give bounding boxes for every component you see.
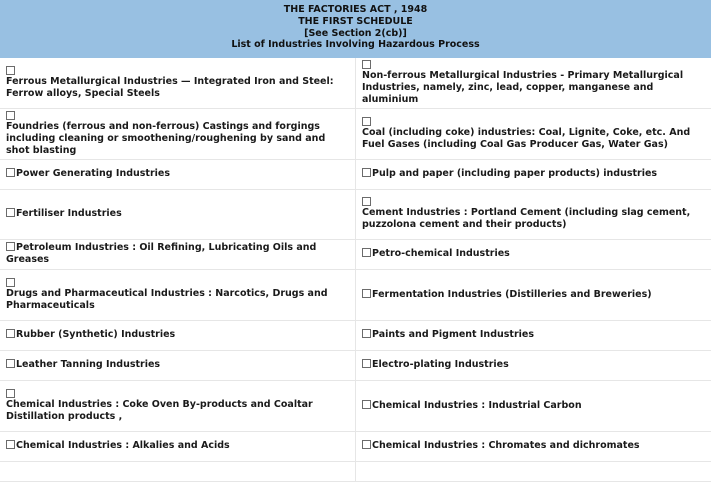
industry-label: Chemical Industries : Industrial Carbon	[372, 400, 582, 411]
industry-checkbox[interactable]	[6, 278, 15, 287]
industry-cell	[0, 269, 356, 320]
industry-cell	[356, 239, 711, 269]
industry-cell	[0, 350, 356, 380]
industry-label: Drugs and Pharmaceutical Industries : Narcotics, Drugs and Pharmaceuticals	[6, 288, 328, 311]
table-row	[0, 431, 711, 461]
industry-label: Chemical Industries : Alkalies and Acids	[16, 440, 230, 451]
industry-cell	[0, 58, 356, 108]
industry-cell	[356, 189, 711, 239]
industry-label: Petroleum Industries : Oil Refining, Lubricating Oils and Greases	[6, 242, 316, 265]
industry-cell	[0, 380, 356, 431]
industry-label: Power Generating Industries	[16, 168, 170, 179]
industry-label: Non-ferrous Metallurgical Industries - Primary Metallurgical Industries, namely, zinc, lead, copper, manganese and aluminium	[362, 70, 683, 105]
industry-checkbox[interactable]	[362, 359, 371, 368]
industry-checkbox[interactable]	[362, 197, 371, 206]
industry-checkbox[interactable]	[362, 329, 371, 338]
industry-cell	[356, 431, 711, 461]
table-row	[0, 239, 711, 269]
industry-checkbox[interactable]	[6, 66, 15, 75]
industry-checkbox[interactable]	[6, 329, 15, 338]
industry-cell	[356, 269, 711, 320]
industry-cell	[0, 159, 356, 189]
industry-cell	[0, 461, 356, 481]
industry-label: Cement Industries : Portland Cement (including slag cement, puzzolona cement and their products)	[362, 207, 690, 230]
industry-checkbox[interactable]	[6, 111, 15, 120]
table-row	[0, 350, 711, 380]
industry-checkbox[interactable]	[6, 359, 15, 368]
industry-label: Leather Tanning Industries	[16, 359, 160, 370]
industry-label: Pulp and paper (including paper products) industries	[372, 168, 657, 179]
industry-checkbox[interactable]	[362, 400, 371, 409]
industry-table	[0, 58, 711, 482]
industry-label: Paints and Pigment Industries	[372, 329, 534, 340]
table-row	[0, 108, 711, 159]
industry-label: Coal (including coke) industries: Coal, Lignite, Coke, etc. And Fuel Gases (including Coal Gas Producer Gas, Water Gas)	[362, 127, 690, 150]
table-row	[0, 320, 711, 350]
page-header	[0, 0, 711, 58]
industry-cell	[356, 58, 711, 108]
industry-cell	[0, 431, 356, 461]
industry-checkbox[interactable]	[362, 168, 371, 177]
table-row	[0, 269, 711, 320]
industry-checkbox[interactable]	[362, 248, 371, 257]
industry-cell	[0, 239, 356, 269]
table-row	[0, 189, 711, 239]
industry-checkbox[interactable]	[6, 208, 15, 217]
industry-cell	[356, 159, 711, 189]
table-row	[0, 159, 711, 189]
industry-label: Rubber (Synthetic) Industries	[16, 329, 175, 340]
industry-cell	[356, 461, 711, 481]
table-row	[0, 58, 711, 108]
industry-checkbox[interactable]	[6, 168, 15, 177]
industry-label: Ferrous Metallurgical Industries — Integrated Iron and Steel: Ferrow alloys, Special Steels	[6, 76, 334, 99]
list-title: List of Industries Involving Hazardous Process	[0, 39, 711, 51]
industry-cell	[0, 108, 356, 159]
industry-label: Petro-chemical Industries	[372, 248, 510, 259]
industry-checkbox[interactable]	[6, 440, 15, 449]
table-row	[0, 380, 711, 431]
industry-checkbox[interactable]	[362, 117, 371, 126]
industry-checkbox[interactable]	[6, 242, 15, 251]
table-row	[0, 461, 711, 481]
schedule-title: THE FIRST SCHEDULE	[0, 16, 711, 28]
industry-label: Chemical Industries : Coke Oven By-products and Coaltar Distillation products ,	[6, 399, 313, 422]
industry-cell	[356, 380, 711, 431]
industry-cell	[0, 320, 356, 350]
industry-label: Electro-plating Industries	[372, 359, 509, 370]
act-title: THE FACTORIES ACT , 1948	[0, 4, 711, 16]
industry-cell	[356, 350, 711, 380]
industry-checkbox[interactable]	[6, 389, 15, 398]
industry-label: Fermentation Industries (Distilleries and Breweries)	[372, 289, 652, 300]
industry-label: Fertiliser Industries	[16, 208, 122, 219]
industry-cell	[0, 189, 356, 239]
section-reference: [See Section 2(cb)]	[0, 28, 711, 40]
industry-checkbox[interactable]	[362, 60, 371, 69]
industry-label: Chemical Industries : Chromates and dichromates	[372, 440, 640, 451]
industry-cell	[356, 320, 711, 350]
industry-cell	[356, 108, 711, 159]
industry-checkbox[interactable]	[362, 289, 371, 298]
industry-checkbox[interactable]	[362, 440, 371, 449]
industry-label: Foundries (ferrous and non-ferrous) Castings and forgings including cleaning or smoothening/roughening by sand and shot blasting	[6, 121, 325, 156]
